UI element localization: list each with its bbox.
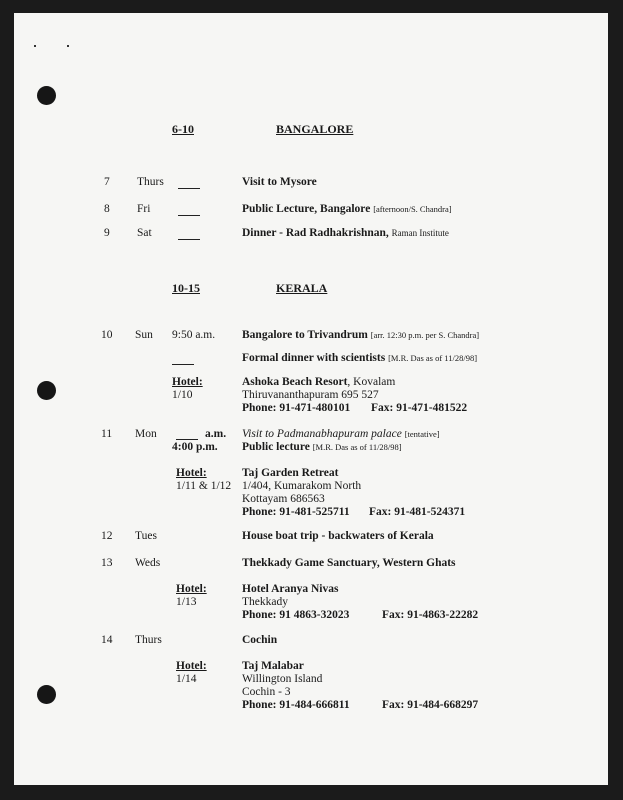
day-of-week: Mon [135, 428, 157, 440]
event-note: Raman Institute [391, 228, 449, 238]
day-of-week: Sat [137, 227, 152, 239]
hotel-label: Hotel: [176, 583, 207, 595]
day-number: 11 [101, 428, 113, 440]
day-of-week: Tues [135, 530, 157, 542]
speck [34, 45, 36, 47]
punch-hole [37, 86, 56, 105]
hotel-fax: Fax: 91-484-668297 [382, 699, 479, 711]
event-time: 4:00 p.m. [172, 441, 218, 453]
hotel-address: Willington Island [242, 673, 323, 685]
event [242, 352, 477, 365]
punch-hole [37, 381, 56, 400]
event-note: [arr. 12:30 p.m. per S. Chandra] [370, 330, 480, 340]
hotel-address: Cochin - 3 [242, 686, 291, 698]
event [242, 203, 452, 216]
day-number: 7 [104, 176, 110, 188]
event-text: Formal dinner with scientists [242, 352, 386, 364]
event [242, 329, 479, 342]
hotel-address: Thiruvananthapuram 695 527 [242, 389, 379, 401]
time-blank [178, 215, 200, 216]
event: Visit to Mysore [242, 176, 317, 188]
hotel-fax: Fax: 91-4863-22282 [382, 609, 479, 621]
hotel-name [242, 376, 395, 389]
punch-hole [37, 685, 56, 704]
speck [67, 45, 69, 47]
day-number: 10 [101, 329, 113, 341]
hotel-label: Hotel: [176, 467, 207, 479]
day-number: 13 [101, 557, 113, 569]
day-number: 9 [104, 227, 110, 239]
day-number: 12 [101, 530, 113, 542]
hotel-name: Hotel Aranya Nivas [242, 583, 339, 595]
event-text: Public Lecture, Bangalore [242, 203, 371, 215]
time-blank [176, 439, 198, 440]
hotel-address: 1/404, Kumarakom North [242, 480, 362, 492]
section-title: KERALA [276, 281, 328, 295]
event-note: [M.R. Das as of 11/28/98] [312, 442, 402, 452]
hotel-phone: Phone: 91-471-480101 [242, 402, 351, 414]
day-of-week: Fri [137, 203, 151, 215]
time-blank [178, 188, 200, 189]
event: Cochin [242, 634, 278, 646]
event-time: a.m. [205, 428, 227, 440]
day-number: 8 [104, 203, 110, 215]
hotel-name: Taj Malabar [242, 660, 304, 672]
event: Thekkady Game Sanctuary, Western Ghats [242, 557, 456, 569]
section-range: 6-10 [172, 122, 194, 136]
event-text: Dinner - Rad Radhakrishnan, [242, 227, 389, 239]
event [242, 441, 402, 454]
hotel-name: Taj Garden Retreat [242, 467, 339, 479]
event [242, 428, 440, 441]
event [242, 227, 449, 240]
day-number: 14 [101, 634, 113, 646]
day-of-week: Weds [135, 557, 161, 569]
hotel-label: Hotel: [172, 376, 203, 388]
hotel-phone: Phone: 91 4863-32023 [242, 609, 350, 621]
event-note: [M.R. Das as of 11/28/98] [388, 353, 478, 363]
hotel-label: Hotel: [176, 660, 207, 672]
hotel-fax: Fax: 91-471-481522 [371, 402, 468, 414]
day-of-week: Thurs [137, 176, 164, 188]
section-title: BANGALORE [276, 122, 354, 136]
hotel-phone: Phone: 91-484-666811 [242, 699, 350, 711]
hotel-phone: Phone: 91-481-525711 [242, 506, 350, 518]
hotel-fax: Fax: 91-481-524371 [369, 506, 466, 518]
day-of-week: Thurs [135, 634, 162, 646]
event-note: [tentative] [404, 429, 440, 439]
hotel-address: Kottayam 686563 [242, 493, 325, 505]
hotel-location: , Kovalam [347, 376, 396, 388]
day-of-week: Sun [135, 329, 153, 341]
hotel-address: Thekkady [242, 596, 288, 608]
time-blank [172, 364, 194, 365]
event: House boat trip - backwaters of Kerala [242, 530, 434, 542]
hotel-dates: 1/11 & 1/12 [176, 480, 232, 492]
event-note: [afternoon/S. Chandra] [373, 204, 452, 214]
section-range: 10-15 [172, 281, 200, 295]
time-blank [178, 239, 200, 240]
event-text: Public lecture [242, 441, 310, 453]
hotel-dates: 1/14 [176, 673, 197, 685]
hotel-name-text: Ashoka Beach Resort [242, 376, 348, 388]
hotel-dates: 1/13 [176, 596, 197, 608]
event-time: 9:50 a.m. [172, 329, 216, 341]
hotel-dates: 1/10 [172, 389, 193, 401]
event-text: Visit to Padmanabhapuram palace [242, 428, 402, 440]
event-text: Bangalore to Trivandrum [242, 329, 368, 341]
